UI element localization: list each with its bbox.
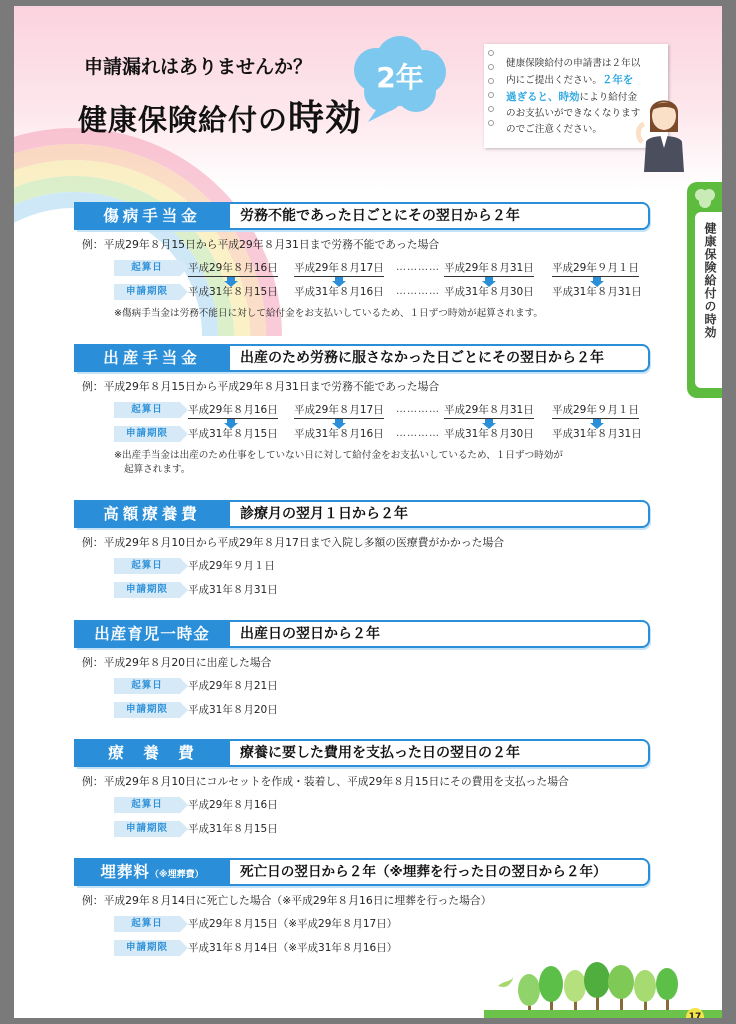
date-value: 平成31年８月30日: [444, 286, 534, 298]
title-part2: 時効: [288, 98, 363, 139]
example-text: 例：平成29年８月10日から平成29年８月17日まで入院し多額の医療費がかかった場合: [82, 536, 505, 549]
section-description: 診療月の翌月１日から２年: [240, 506, 408, 522]
label-kigen: 申請期限: [114, 284, 180, 300]
example-text: 例：平成29年８月20日に出産した場合: [82, 656, 272, 669]
label-kisanbi: 起算日: [114, 916, 180, 932]
section-burial-allowance: [74, 858, 648, 961]
row-kisanbi: [74, 399, 648, 423]
page-number: 17: [686, 1008, 704, 1018]
section-name: 埋葬料（※埋葬費）: [74, 858, 230, 886]
date-value: 平成31年８月16日: [294, 428, 384, 440]
row-kisanbi: [74, 257, 648, 281]
date-value: 平成31年８月31日: [552, 428, 642, 440]
date-value: 平成31年８月31日: [188, 584, 278, 596]
notice-text: 健康保険給付の申請書は２年以内にご提出ください。２年を過ぎると、時効により給付金のお支払いができなくなりますのでご注意ください。: [506, 58, 641, 135]
date-value: 平成29年８月31日: [444, 402, 534, 419]
label-kisanbi: 起算日: [114, 260, 180, 276]
row-kisanbi: [74, 794, 648, 818]
label-kigen: 申請期限: [114, 940, 180, 956]
ellipsis-dots: …………: [396, 262, 440, 273]
page-title: [78, 90, 362, 141]
example-text: 例：平成29年８月14日に死亡した場合（※平成29年８月16日に埋葬を行った場合）: [82, 894, 492, 907]
ellipsis-dots: …………: [396, 286, 440, 297]
date-value: 平成29年９月１日: [188, 560, 275, 572]
section-description: 療養に要した費用を支払った日の翌日の２年: [240, 745, 520, 761]
example-text: 例：平成29年８月15日から平成29年８月31日まで労務不能であった場合: [82, 238, 440, 251]
section-name: 高額療養費: [74, 500, 230, 528]
section-description: 出産のため労務に服さなかった日ごとにその翌日から２年: [240, 350, 604, 366]
date-value: 平成31年８月14日（※平成31年８月16日）: [188, 942, 398, 954]
example-text: 例：平成29年８月15日から平成29年８月31日まで労務不能であった場合: [82, 380, 440, 393]
ellipsis-dots: …………: [396, 404, 440, 415]
label-kigen: 申請期限: [114, 821, 180, 837]
row-kigen: [74, 818, 648, 842]
label-kigen: 申請期限: [114, 702, 180, 718]
section-medical-expense: [74, 739, 648, 842]
label-kisanbi: 起算日: [114, 558, 180, 574]
date-value: 平成29年８月17日: [294, 402, 384, 419]
date-value: 平成31年８月20日: [188, 704, 278, 716]
label-kisanbi: 起算日: [114, 402, 180, 418]
date-value: 平成31年８月31日: [552, 286, 642, 298]
row-kigen: [74, 699, 648, 723]
example-text: 例：平成29年８月10日にコルセットを作成・装着し、平成29年８月15日にその費用を支払った場合: [82, 775, 569, 788]
section-name: 傷病手当金: [74, 202, 230, 230]
section-name-note: （※埋葬費）: [149, 870, 204, 880]
date-value: 平成29年８月16日: [188, 799, 278, 811]
document-page: [14, 6, 722, 1018]
section-description: 出産日の翌日から２年: [240, 626, 380, 642]
date-value: 平成29年９月１日: [552, 260, 639, 277]
footnote: ※出産手当金は出産のため仕事をしていない日に対して給付金をお支払いしているため、１日ずつ時効が: [114, 450, 563, 461]
section-name: 出産育児一時金: [74, 620, 230, 648]
row-kisanbi: [74, 675, 648, 699]
date-value: 平成31年８月15日: [188, 286, 278, 298]
row-kigen: [74, 423, 648, 447]
section-sickness-allowance: [74, 202, 648, 321]
section-childbirth-lump-sum: [74, 620, 648, 723]
note-binding-holes: [488, 50, 494, 134]
row-kigen: [74, 281, 648, 305]
date-value: 平成29年９月１日: [552, 402, 639, 419]
ellipsis-dots: …………: [396, 428, 440, 439]
date-value: 平成31年８月30日: [444, 428, 534, 440]
row-kigen: [74, 579, 648, 603]
label-kigen: 申請期限: [114, 426, 180, 442]
section-high-cost-medical: [74, 500, 648, 603]
date-value: 平成29年８月16日: [188, 402, 278, 419]
side-index-tab: [687, 182, 722, 398]
section-description: 死亡日の翌日から２年（※埋葬を行った日の翌日から２年）: [240, 864, 607, 880]
label-kisanbi: 起算日: [114, 678, 180, 694]
trees-illustration: [484, 956, 704, 1018]
section-name: 出産手当金: [74, 344, 230, 372]
staff-woman-illustration: [634, 92, 694, 172]
clover-icon: [692, 186, 718, 210]
row-kisanbi: [74, 913, 648, 937]
date-value: 平成29年８月31日: [444, 260, 534, 277]
section-description: 労務不能であった日ごとにその翌日から２年: [240, 208, 520, 224]
footnote-continued: 起算されます。: [124, 464, 191, 475]
title-part1: 健康保険給付の: [78, 103, 289, 137]
date-value: 平成31年８月15日: [188, 428, 278, 440]
label-kisanbi: 起算日: [114, 797, 180, 813]
side-tab-label: 健康保険給付の時効: [703, 222, 717, 339]
date-value: 平成29年８月21日: [188, 680, 278, 692]
section-name: 療 養 費: [74, 739, 230, 767]
date-value: 平成29年８月15日（※平成29年８月17日）: [188, 918, 398, 930]
date-value: 平成29年８月17日: [294, 260, 384, 277]
row-kisanbi: [74, 555, 648, 579]
section-maternity-allowance: [74, 344, 648, 477]
label-kigen: 申請期限: [114, 582, 180, 598]
date-value: 平成31年８月15日: [188, 823, 278, 835]
date-value: 平成31年８月16日: [294, 286, 384, 298]
header-subtitle: 申請漏れはありませんか？: [84, 56, 313, 78]
footnote: ※傷病手当金は労務不能日に対して給付金をお支払いしているため、１日ずつ時効が起算されます。: [114, 308, 544, 319]
badge-2year: 2年: [376, 61, 424, 94]
date-value: 平成29年８月16日: [188, 260, 278, 277]
